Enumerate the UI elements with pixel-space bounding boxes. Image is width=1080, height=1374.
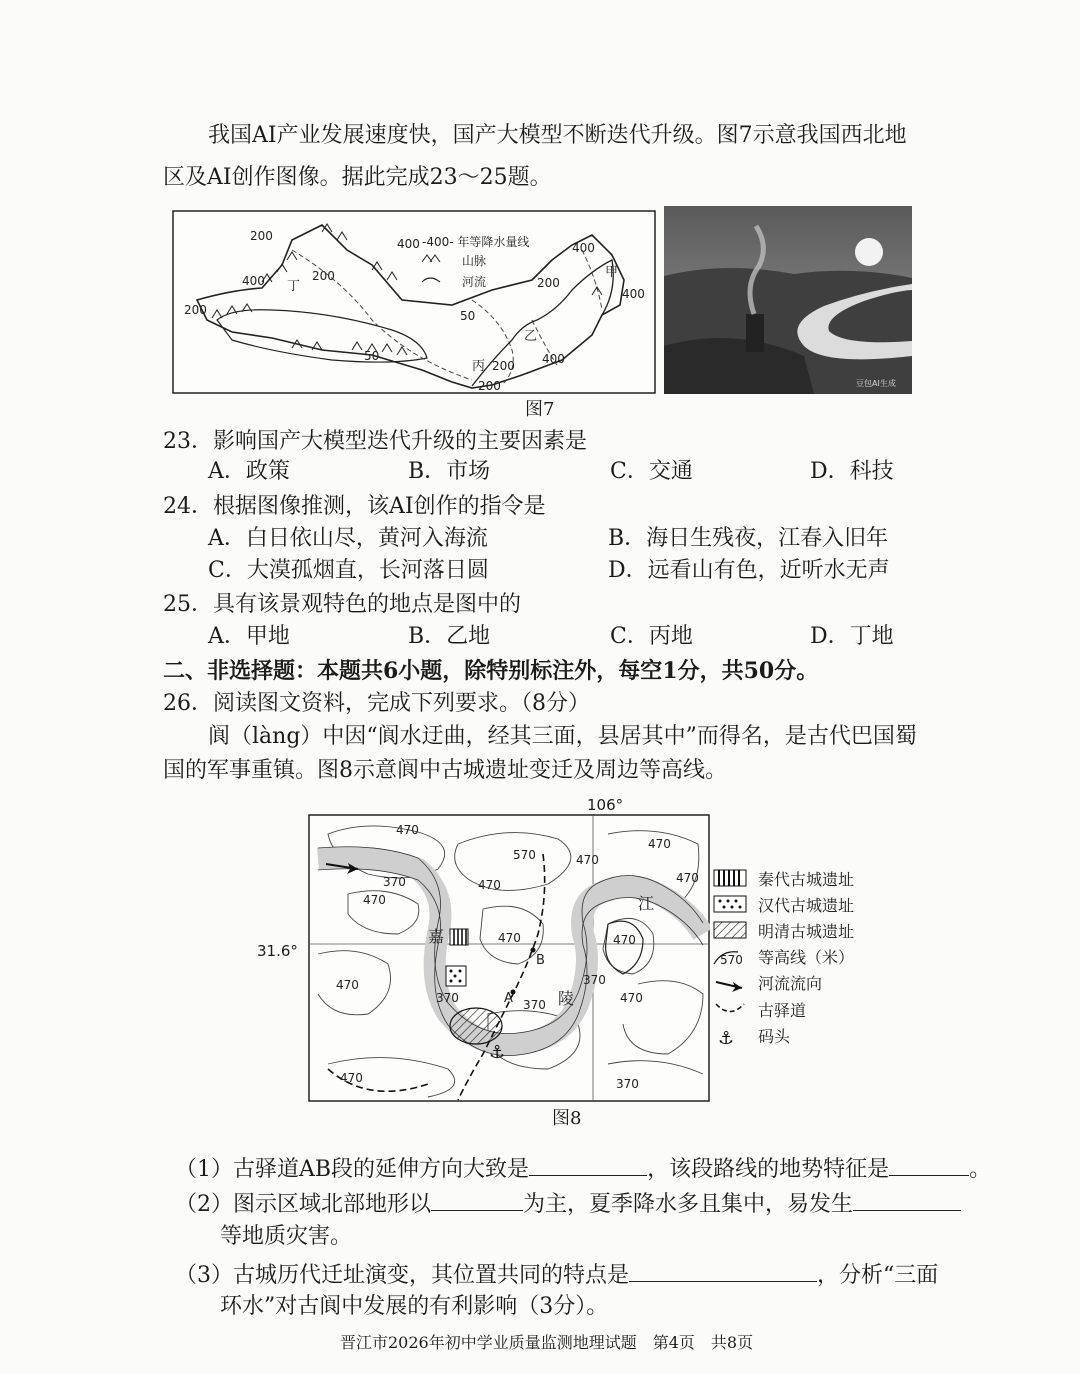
q26-sub1-part-b: ，该段路线的地势特征是 <box>647 1157 890 1182</box>
contour-label: 470 <box>498 931 521 945</box>
q25-option-c: C．丙地 <box>610 624 693 649</box>
river-char-jiang: 江 <box>638 894 655 913</box>
q26-para-2: 国的军事重镇。图8示意阆中古城遗址变迁及周边等高线。 <box>163 758 727 783</box>
q26-sub3 <box>175 1259 938 1291</box>
legend-road-line <box>716 1004 744 1012</box>
q23-option-d: D．科技 <box>810 459 894 484</box>
point-a-label: A <box>504 991 513 1006</box>
q23-stem: 23．影响国产大模型迭代升级的主要因素是 <box>163 429 587 454</box>
fig7-legend-river: 河流 <box>462 275 487 289</box>
q23-option-a: A．政策 <box>208 459 290 484</box>
q26-sub2-part-c: 等地质灾害。 <box>220 1224 353 1249</box>
fig7-place-ding: 丁 <box>287 279 301 294</box>
fig7-ai-image <box>664 206 912 394</box>
contour-label: 470 <box>478 878 501 892</box>
intro-line-1: 我国AI产业发展速度快，国产大模型不断迭代升级。图7示意我国西北地 <box>208 123 907 148</box>
fig7-label: 50 <box>460 309 476 323</box>
q26-sub1-part-c: 。 <box>969 1157 992 1182</box>
legend-flow-label: 河流流向 <box>758 974 823 993</box>
answer-blank-5[interactable] <box>629 1259 817 1282</box>
legend-dock-label: 码头 <box>758 1027 791 1046</box>
contour-label: 470 <box>576 853 599 867</box>
q26-stem: 26．阅读图文资料，完成下列要求。（8分） <box>163 691 590 716</box>
fig7-label: 400 <box>572 241 595 255</box>
legend-mingqing-swatch <box>714 922 746 938</box>
q24-option-c: C．大漠孤烟直，长河落日圆 <box>208 558 489 583</box>
fig7-legend-isohyet: -400- 年等降水量线 <box>422 235 530 249</box>
fig7-label: 200 <box>492 359 515 373</box>
q25-stem: 25．具有该景观特色的地点是图中的 <box>163 592 521 617</box>
legend-contour-number: 570 <box>720 953 743 967</box>
answer-blank-1[interactable] <box>529 1153 647 1176</box>
q25-option-b: B．乙地 <box>408 624 491 649</box>
fig8-latitude: 31.6° <box>257 942 298 960</box>
legend-han-label: 汉代古城遗址 <box>758 896 855 915</box>
fig7-place-bing: 丙 <box>472 359 486 374</box>
section2-heading: 二、非选择题：本题共6小题，除特别标注外，每空1分，共50分。 <box>163 658 819 684</box>
fig7-label: 400 <box>242 274 265 288</box>
fig7-caption: 图7 <box>525 399 555 420</box>
q26-sub2-part-a: （2）图示区域北部地形以 <box>175 1192 431 1217</box>
legend-contour-label: 等高线（米） <box>758 948 855 967</box>
fig7-label: 200 <box>312 269 335 283</box>
q23-option-c: C．交通 <box>610 459 693 484</box>
q26-sub3-part-c: 环水”对古阆中发展的有利影响（3分）。 <box>220 1294 609 1319</box>
q23-option-b: B．市场 <box>408 459 491 484</box>
answer-blank-2[interactable] <box>889 1153 969 1176</box>
dock-anchor-icon: ⚓ <box>489 1042 506 1063</box>
q26-sub3-part-b: ，分析“三面 <box>817 1263 939 1288</box>
fig7-label: 400 <box>397 237 420 251</box>
contour-label: 370 <box>616 1077 639 1091</box>
fig7-legend-mountain: 山脉 <box>462 254 487 268</box>
q26-sub1 <box>175 1153 991 1185</box>
river-char-ling: 陵 <box>558 989 575 1008</box>
contour-label: 470 <box>363 893 386 907</box>
q25-option-a: A．甲地 <box>208 624 290 649</box>
q25-option-d: D．丁地 <box>810 624 894 649</box>
fig7-label: 200 <box>478 379 501 393</box>
river-char-jia: 嘉 <box>428 927 445 946</box>
contour-label: 470 <box>340 1071 363 1085</box>
legend-road-label: 古驿道 <box>758 1001 807 1020</box>
q26-sub2-part-b: 为主，夏季降水多且集中，易发生 <box>523 1192 854 1217</box>
contour-label: 470 <box>396 823 419 837</box>
answer-blank-4[interactable] <box>853 1188 961 1211</box>
contour-label: 470 <box>620 991 643 1005</box>
fig8-caption: 图8 <box>552 1108 582 1129</box>
legend-han-swatch <box>714 896 746 912</box>
point-b-label: B <box>536 953 545 968</box>
contour-label: 370 <box>436 991 459 1005</box>
contour-label: 370 <box>383 875 406 889</box>
fig7-map <box>172 210 656 394</box>
fig7-label: 400 <box>622 287 645 301</box>
contour-label: 370 <box>583 973 606 987</box>
fig7-label: 200 <box>537 276 560 290</box>
fig7-label: 200 <box>184 303 207 317</box>
contour-label: 470 <box>336 978 359 992</box>
mingqing-site <box>450 1008 502 1044</box>
fig8-longitude: 106° <box>587 796 624 814</box>
fig7-place-jia: 甲 <box>605 265 619 280</box>
legend-mingqing-label: 明清古城遗址 <box>758 922 855 941</box>
legend-anchor-icon: ⚓ <box>718 1028 735 1049</box>
fig7-label: 50 <box>364 349 380 363</box>
fig7-label: 200 <box>250 229 273 243</box>
contour-label: 470 <box>613 933 636 947</box>
contour-label: 470 <box>648 837 671 851</box>
fig8-legend <box>712 864 922 1054</box>
point-b-marker <box>531 948 536 953</box>
q24-option-b: B．海日生残夜，江春入旧年 <box>608 526 889 551</box>
q24-option-a: A．白日依山尽，黄河入海流 <box>208 526 488 551</box>
q26-sub3-part-a: （3）古城历代迁址演变，其位置共同的特点是 <box>175 1263 629 1288</box>
fig7-label: 400 <box>542 352 565 366</box>
intro-line-2: 区及AI创作图像。据此完成23～25题。 <box>163 165 552 190</box>
answer-blank-3[interactable] <box>431 1188 523 1211</box>
contour-label: 570 <box>513 848 536 862</box>
page-footer: 晋江市2026年初中学业质量监测地理试题 第4页 共8页 <box>340 1333 754 1352</box>
q26-sub2 <box>175 1188 961 1220</box>
q24-stem: 24．根据图像推测，该AI创作的指令是 <box>163 494 546 519</box>
photo-watermark: 豆包AI生成 <box>856 379 896 388</box>
sun-icon <box>855 238 883 266</box>
q26-para-1: 阆（làng）中因“阆水迂曲，经其三面，县居其中”而得名，是古代巴国蜀 <box>208 724 917 749</box>
fig7-place-yi: 乙 <box>524 329 538 344</box>
q26-sub1-part-a: （1）古驿道AB段的延伸方向大致是 <box>175 1157 530 1182</box>
q24-option-d: D．远看山有色，近听水无声 <box>608 558 890 583</box>
beacon-tower <box>746 314 764 352</box>
contour-label: 370 <box>523 998 546 1012</box>
fig8-map <box>308 814 710 1102</box>
legend-qin-label: 秦代古城遗址 <box>758 870 855 889</box>
contour-label: 470 <box>676 871 699 885</box>
